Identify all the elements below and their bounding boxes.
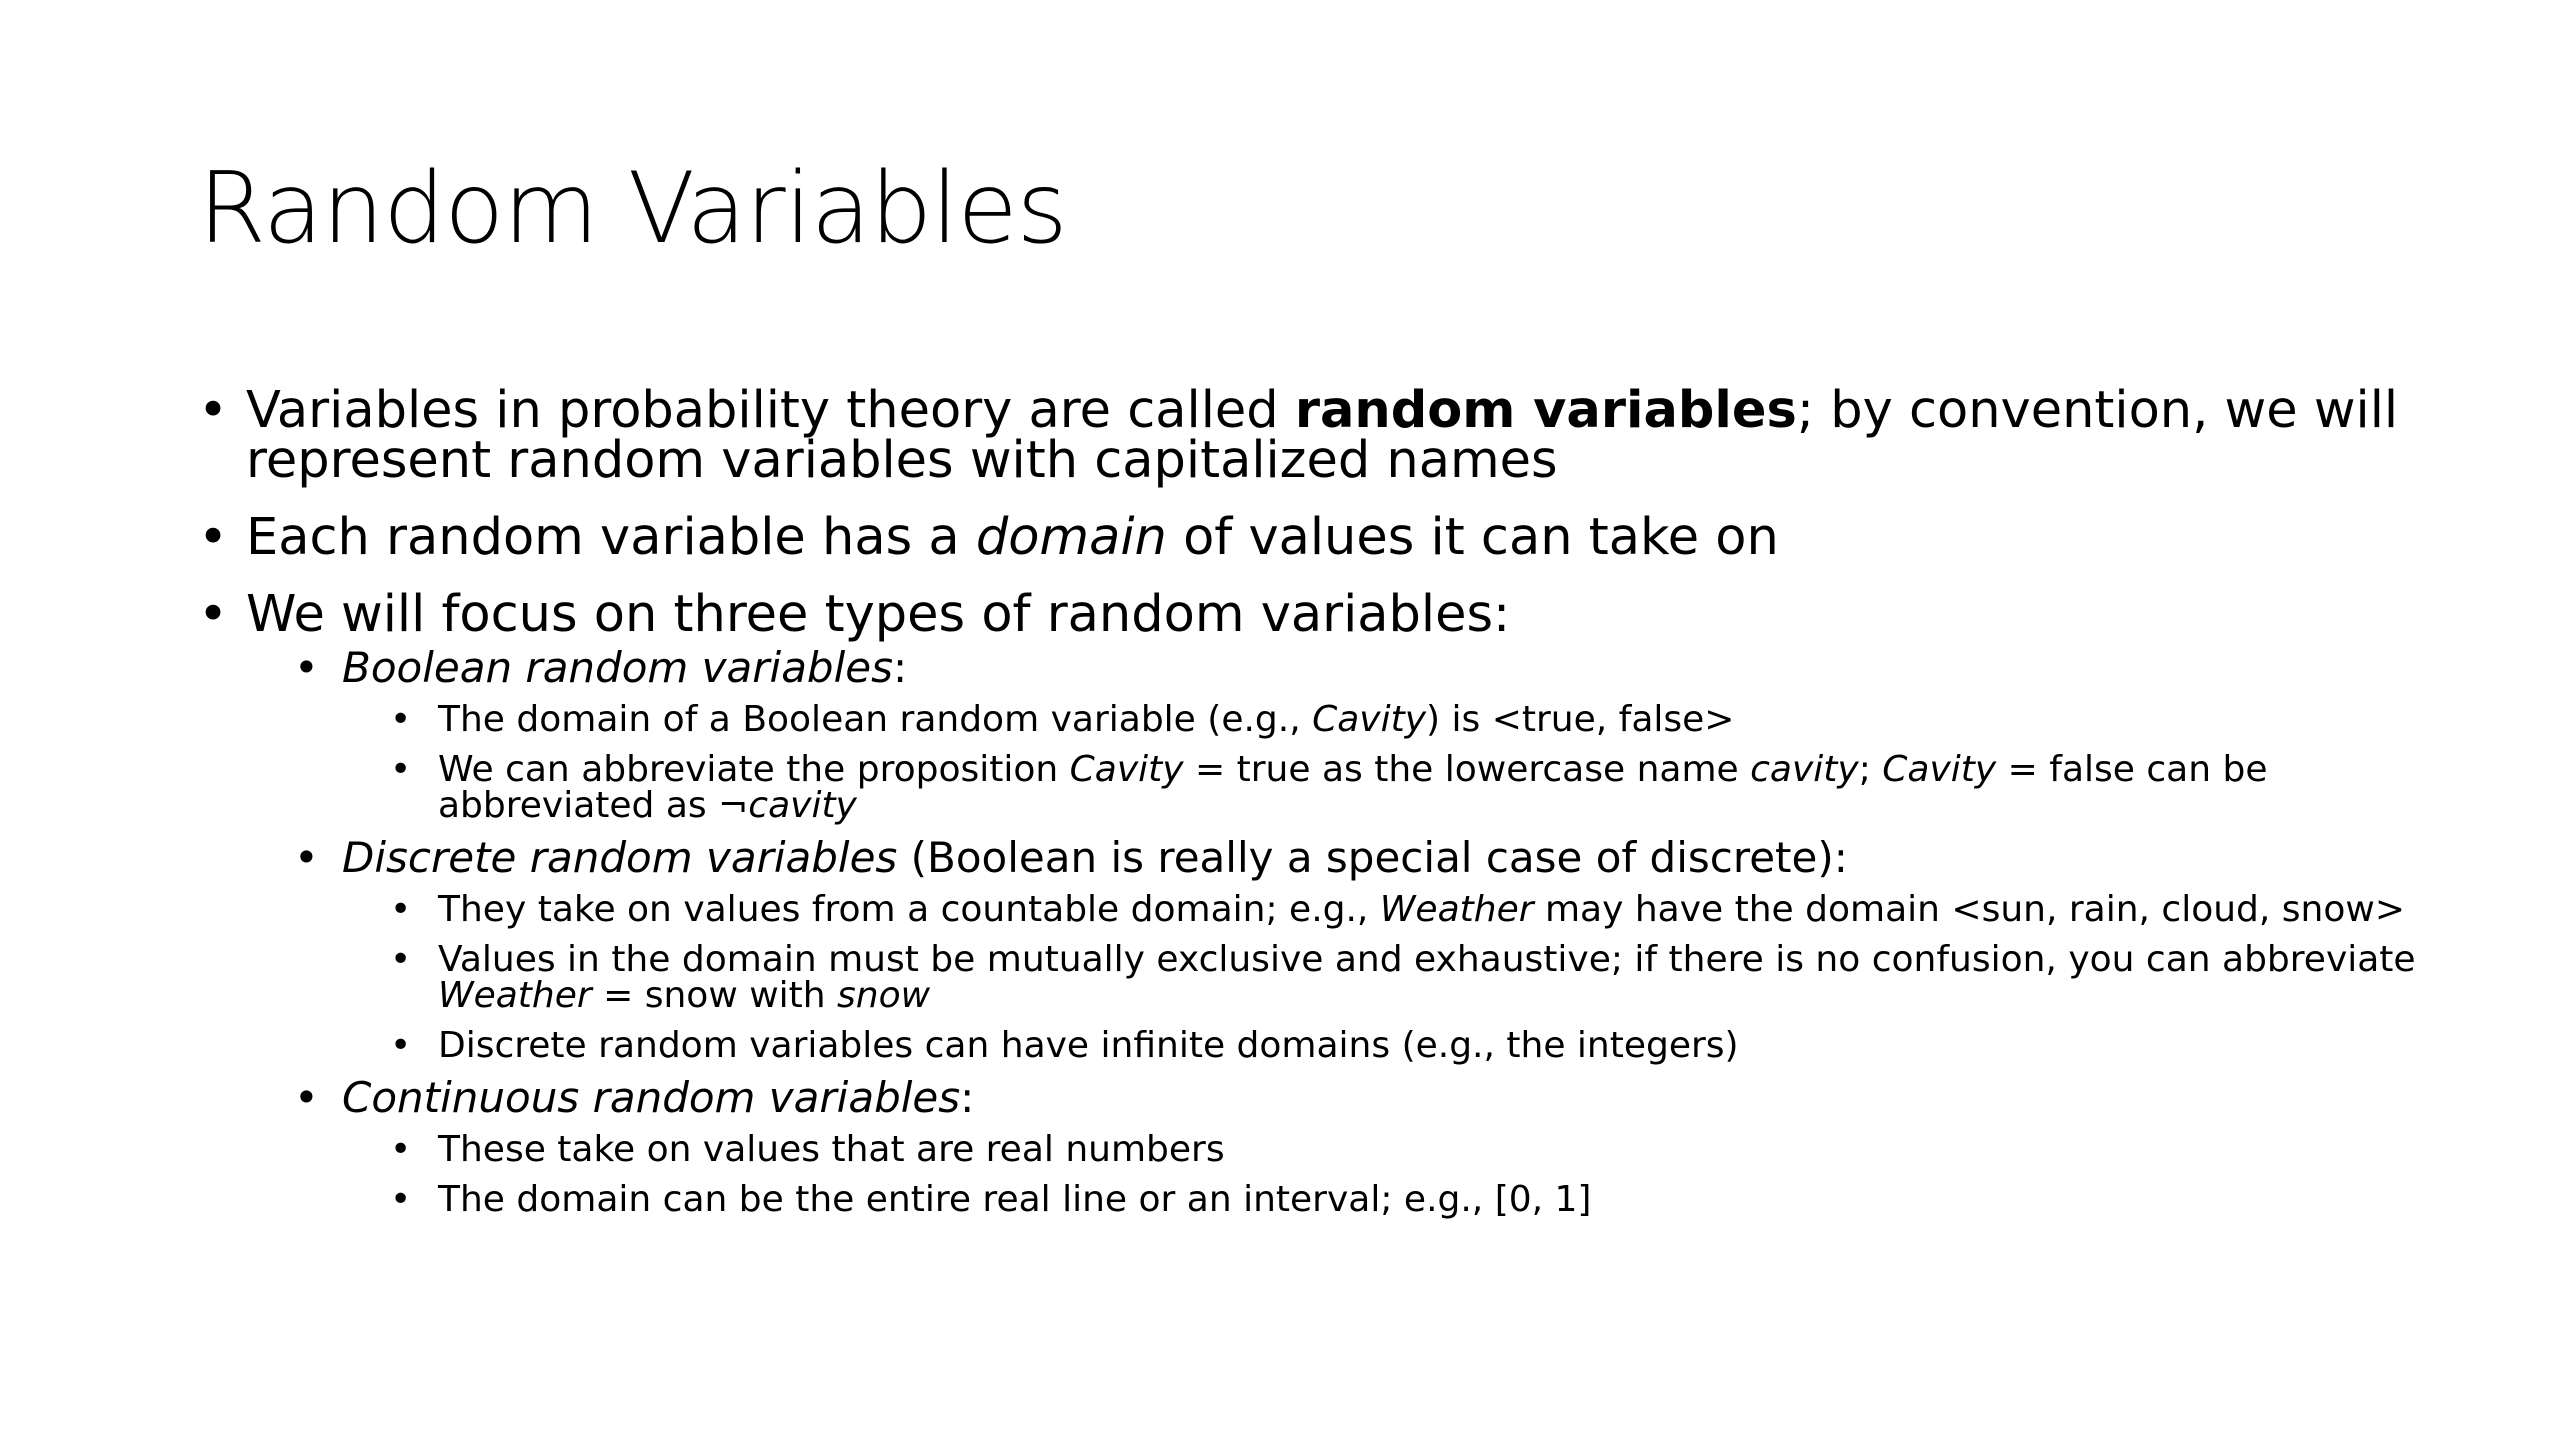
italic-term: Cavity [1312, 699, 1427, 740]
italic-term: cavity [1750, 749, 1859, 790]
bullet-three-types [198, 585, 2448, 1220]
sub-sub-bullet [390, 699, 2448, 740]
italic-term: Cavity [1069, 749, 1184, 790]
text-run: abbreviated as ¬ [438, 785, 749, 826]
sub-sub-bullet-list [342, 699, 2448, 826]
text-run: = false can be [1996, 749, 2268, 790]
sub-sub-bullet [390, 749, 2448, 826]
italic-term: Weather [438, 975, 592, 1016]
bold-term: random variables [1294, 381, 1797, 440]
sub-bullet-list [246, 643, 2448, 1220]
text-run: (Boolean is really a special case of discrete): [897, 833, 1848, 882]
bullet-line [342, 1073, 2448, 1122]
slide-content [198, 381, 2448, 1245]
sub-sub-bullet [390, 1129, 2448, 1170]
italic-term: snow [837, 975, 931, 1016]
bullet-random-variables [198, 381, 2448, 490]
bullet-line [438, 975, 2448, 1016]
sub-sub-bullet-list [342, 1129, 2448, 1220]
bullet-line [438, 749, 2448, 790]
bullet-line [342, 643, 2448, 692]
italic-term: Weather [1379, 889, 1534, 930]
italic-term: Continuous random variables [342, 1073, 961, 1122]
text-run: Variables in probability theory are called [246, 381, 1295, 440]
bullet-line: • These take on values that are real numbers [438, 1129, 1225, 1170]
bullet-line [246, 381, 2448, 440]
sub-sub-bullet [390, 889, 2448, 930]
bullet-line [438, 699, 2448, 740]
text-run: ; by convention, we will [1796, 381, 2399, 440]
italic-term: Boolean random variables [342, 643, 893, 692]
text-run: Each random variable has a [246, 508, 976, 567]
bullet-line [438, 889, 2448, 930]
sub-bullet-continuous [294, 1073, 2448, 1220]
italic-term: Discrete random variables [342, 833, 898, 882]
bullet-line: • Values in the domain must be mutually exclusive and exhaustive; if there is no confusion, you can abbreviate [438, 939, 2416, 980]
sub-bullet-boolean [294, 643, 2448, 826]
slide-title: Random Variables [198, 152, 1067, 266]
sub-bullet-discrete [294, 833, 2448, 1066]
text-run: The domain of a Boolean random variable (e.g., [438, 699, 1313, 740]
bullet-line: • Discrete random variables can have infinite domains (e.g., the integers) [438, 1025, 1739, 1066]
sub-sub-bullet [390, 939, 2448, 1016]
text-run: ; [1858, 749, 1883, 790]
text-run: of values it can take on [1166, 508, 1779, 567]
bullet-domain [198, 508, 2448, 567]
sub-sub-bullet [390, 1025, 2448, 1066]
text-run: = true as the lowercase name [1183, 749, 1751, 790]
sub-sub-bullet-list [342, 889, 2448, 1066]
italic-term: domain [975, 508, 1167, 567]
sub-sub-bullet [390, 1179, 2448, 1220]
bullet-line: • The domain can be the entire real line or an interval; e.g., [0, 1] [438, 1179, 1592, 1220]
bullet-line [342, 833, 2448, 882]
text-run: may have the domain <sun, rain, cloud, snow> [1533, 889, 2405, 930]
italic-term: cavity [748, 785, 857, 826]
text-run: = snow with [591, 975, 838, 1016]
bullet-line: • We will focus on three types of random variables: [246, 585, 1511, 644]
bullet-line [246, 508, 2448, 567]
text-run: : [892, 643, 908, 692]
bullet-list [198, 381, 2448, 1220]
bullet-line [438, 785, 2448, 826]
text-run: ) is <true, false> [1426, 699, 1735, 740]
italic-term: Cavity [1882, 749, 1997, 790]
text-run: : [960, 1073, 975, 1122]
bullet-line: represent random variables with capitalized names [246, 431, 1558, 490]
text-run: We can abbreviate the proposition [438, 749, 1070, 790]
text-run: They take on values from a countable domain; e.g., [438, 889, 1380, 930]
